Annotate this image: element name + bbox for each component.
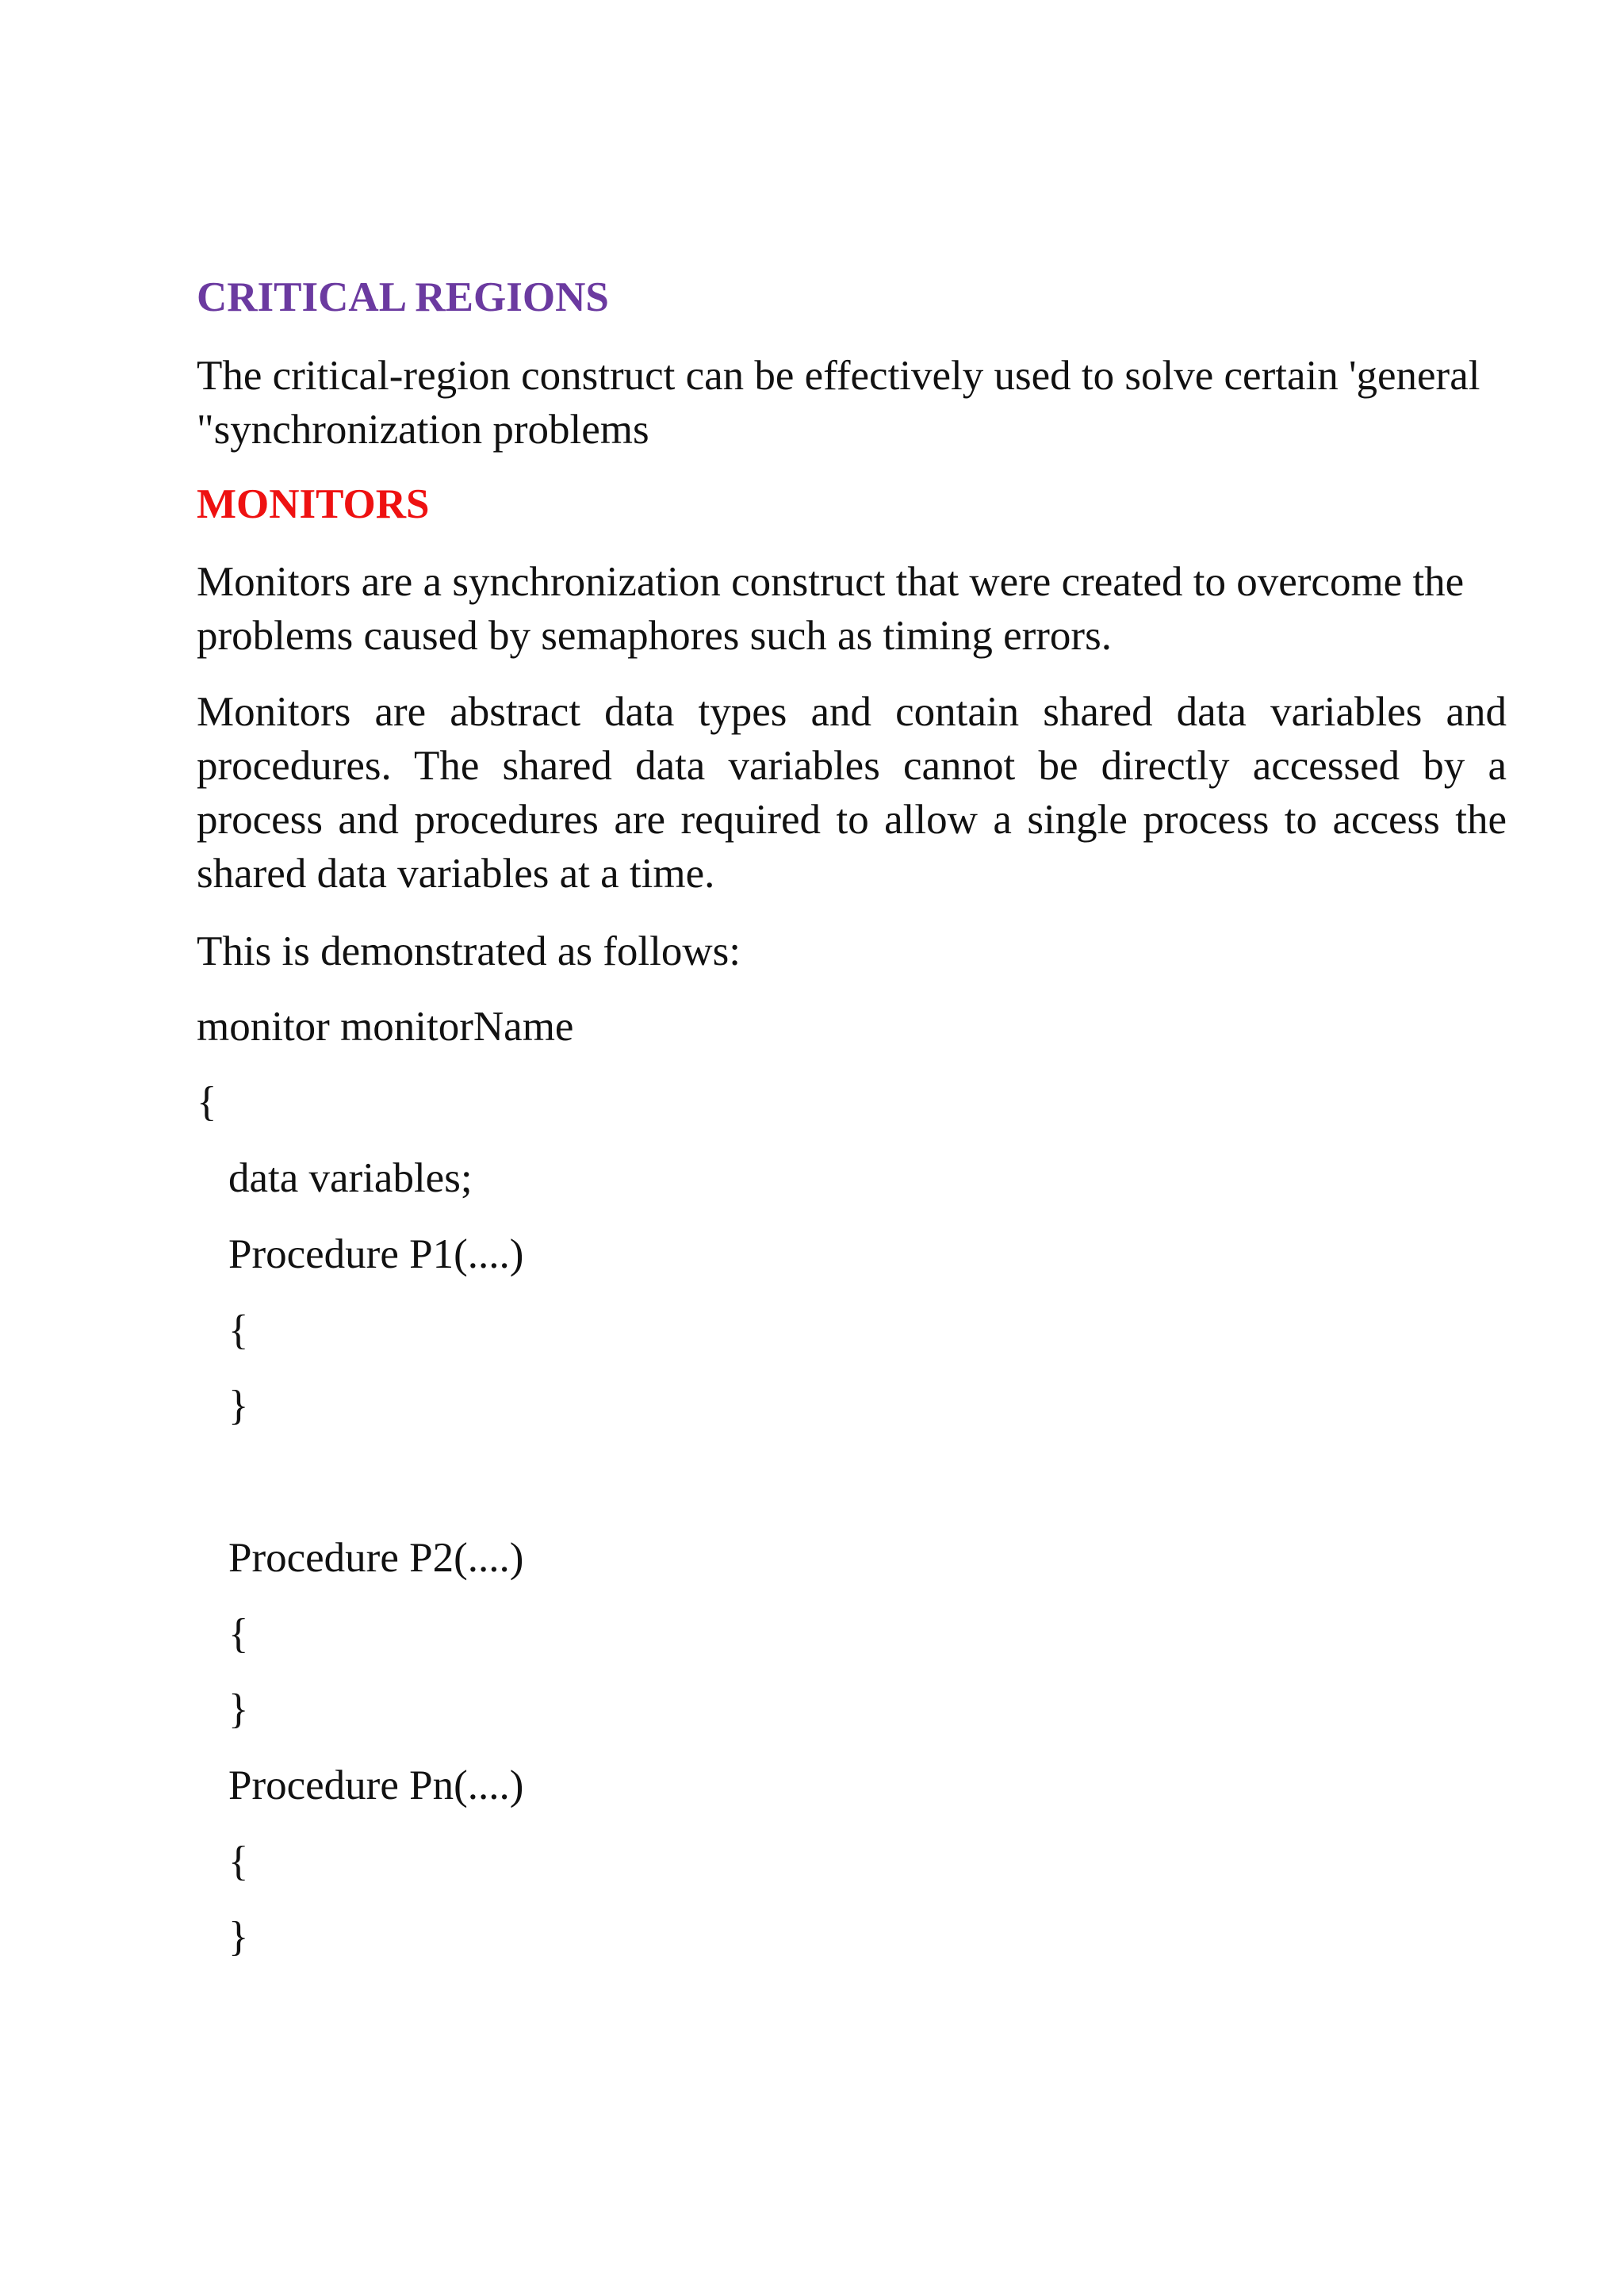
code-procedure-pn: Procedure Pn(....) [228, 1762, 524, 1808]
demo-intro: This is demonstrated as follows: [197, 928, 741, 974]
code-p2-close-brace: } [228, 1686, 249, 1732]
code-data-variables: data variables; [228, 1155, 473, 1201]
code-procedure-p2: Procedure P2(....) [228, 1535, 524, 1581]
monitors-paragraph-1: Monitors are a synchronization construct that were created to overcome the problems caused by semaphores such as timing errors. [197, 559, 1465, 659]
code-p2-open-brace: { [228, 1611, 249, 1657]
monitors-heading: MONITORS [197, 481, 430, 527]
code-pn-close-brace: } [228, 1914, 249, 1960]
code-p1-open-brace: { [228, 1307, 249, 1353]
critical-regions-heading: CRITICAL REGIONS [197, 274, 609, 320]
code-pn-open-brace: { [228, 1839, 249, 1885]
code-p1-close-brace: } [228, 1383, 249, 1429]
code-monitor-declaration: monitor monitorName [197, 1004, 574, 1050]
critical-regions-paragraph: The critical-region construct can be effectively used to solve certain 'general "synchronization problems [197, 353, 1480, 453]
monitors-paragraph-2: Monitors are abstract data types and contain shared data variables and procedures. The shared data variables cannot be directly accessed by a process and procedures are required to allow a single process to access the shared data variables at a time. [197, 689, 1507, 897]
code-procedure-p1: Procedure P1(....) [228, 1231, 524, 1277]
code-open-brace: { [197, 1079, 217, 1125]
